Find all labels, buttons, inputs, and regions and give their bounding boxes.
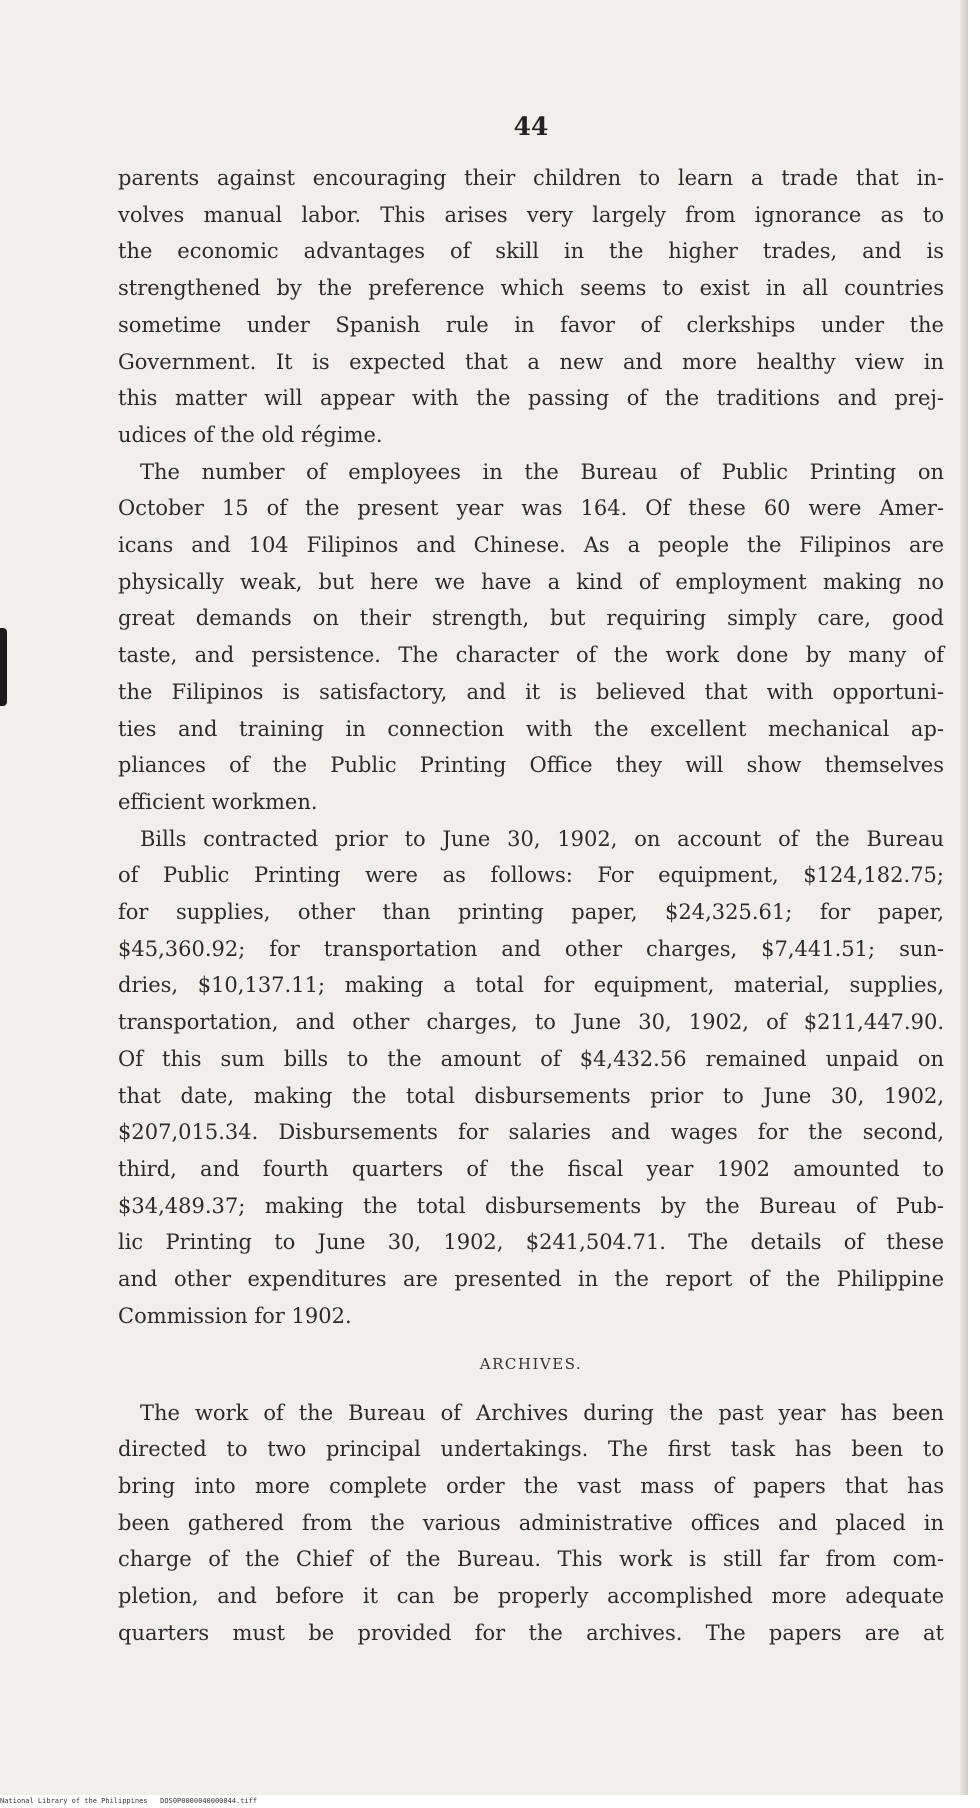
text-line: efficient workmen. [118,789,318,814]
text-line: pliances of the Public Printing Office they will show themselves [118,753,944,778]
text-line: this matter will appear with the passing of the traditions and prej- [118,386,944,411]
text-line: udices of the old régime. [118,422,383,447]
text-line: October 15 of the present year was 164. Of these 60 were Amer- [118,496,944,521]
text-line: charge of the Chief of the Bureau. This work is still far from com- [118,1547,944,1572]
paragraph-employees [118,454,944,821]
text-line: and other expenditures are presented in the report of the Philippine [118,1267,944,1292]
body-text [118,160,944,1651]
text-line: lic Printing to June 30, 1902, $241,504.71. The details of these [118,1230,944,1255]
text-line [118,454,944,491]
text-line: Of this sum bills to the amount of $4,432.56 remained unpaid on [118,1046,944,1071]
text-line: that date, making the total disbursements prior to June 30, 1902, [118,1083,944,1108]
text-line: icans and 104 Filipinos and Chinese. As a people the Filipinos are [118,533,944,558]
text-line: bring into more complete order the vast mass of papers that has [118,1473,944,1498]
text-line: the Filipinos is satisfactory, and it is believed that with opportuni- [118,679,944,704]
text-line: Government. It is expected that a new and more healthy view in [118,349,944,374]
text-line: for supplies, other than printing paper, $24,325.61; for paper, [118,900,944,925]
paragraph-bills [118,821,944,1335]
text-line: quarters must be provided for the archives. The papers are at [118,1620,944,1645]
text-line: strengthened by the preference which seems to exist in all countries [118,276,944,301]
text-line [118,821,944,858]
text-line-content: The number of employees in the Bureau of Public Printing on [140,459,944,484]
text-line: third, and fourth quarters of the fiscal year 1902 amounted to [118,1156,944,1181]
text-line: directed to two principal undertakings. The first task has been to [118,1437,944,1462]
text-line: transportation, and other charges, to June 30, 1902, of $211,447.90. [118,1010,944,1035]
text-line: dries, $10,137.11; making a total for equipment, material, supplies, [118,973,944,998]
text-line: parents against encouraging their children to learn a trade that in- [118,166,944,190]
binding-mark [0,628,7,706]
text-line-content: Bills contracted prior to June 30, 1902, on account of the Bureau [140,826,944,851]
text-line: $34,489.37; making the total disbursements by the Bureau of Pub- [118,1193,944,1218]
text-line: the economic advantages of skill in the higher trades, and is [118,239,944,264]
footer-library: National Library of the Philippines [0,1797,148,1805]
paragraph-archives [118,1395,944,1652]
scan-footer [0,1797,257,1805]
text-line [118,1395,944,1432]
text-line: of Public Printing were as follows: For equipment, $124,182.75; [118,863,944,888]
text-line: sometime under Spanish rule in favor of clerkships under the [118,312,944,337]
page-number: 44 [513,112,549,141]
text-line: volves manual labor. This arises very largely from ignorance as to [118,202,944,227]
text-line: been gathered from the various administrative offices and placed in [118,1510,944,1535]
text-line: Commission for 1902. [118,1303,352,1328]
page-edge-shadow [960,0,968,1795]
section-heading: ARCHIVES. [479,1354,583,1373]
text-line: physically weak, but here we have a kind of employment making no [118,569,944,594]
text-line: taste, and persistence. The character of the work done by many of [118,643,944,668]
text-line: pletion, and before it can be properly accomplished more adequate [118,1584,944,1609]
text-line-content: The work of the Bureau of Archives during the past year has been [140,1400,944,1425]
text-line: $207,015.34. Disbursements for salaries and wages for the second, [118,1120,944,1145]
text-line: ties and training in connection with the excellent mechanical ap- [118,716,944,741]
text-line: $45,360.92; for transportation and other charges, $7,441.51; sun- [118,936,944,961]
text-line: great demands on their strength, but requiring simply care, good [118,606,944,631]
footer-file: DOS0P0000040000044.tiff [160,1797,258,1805]
paragraph-trades [118,160,944,454]
